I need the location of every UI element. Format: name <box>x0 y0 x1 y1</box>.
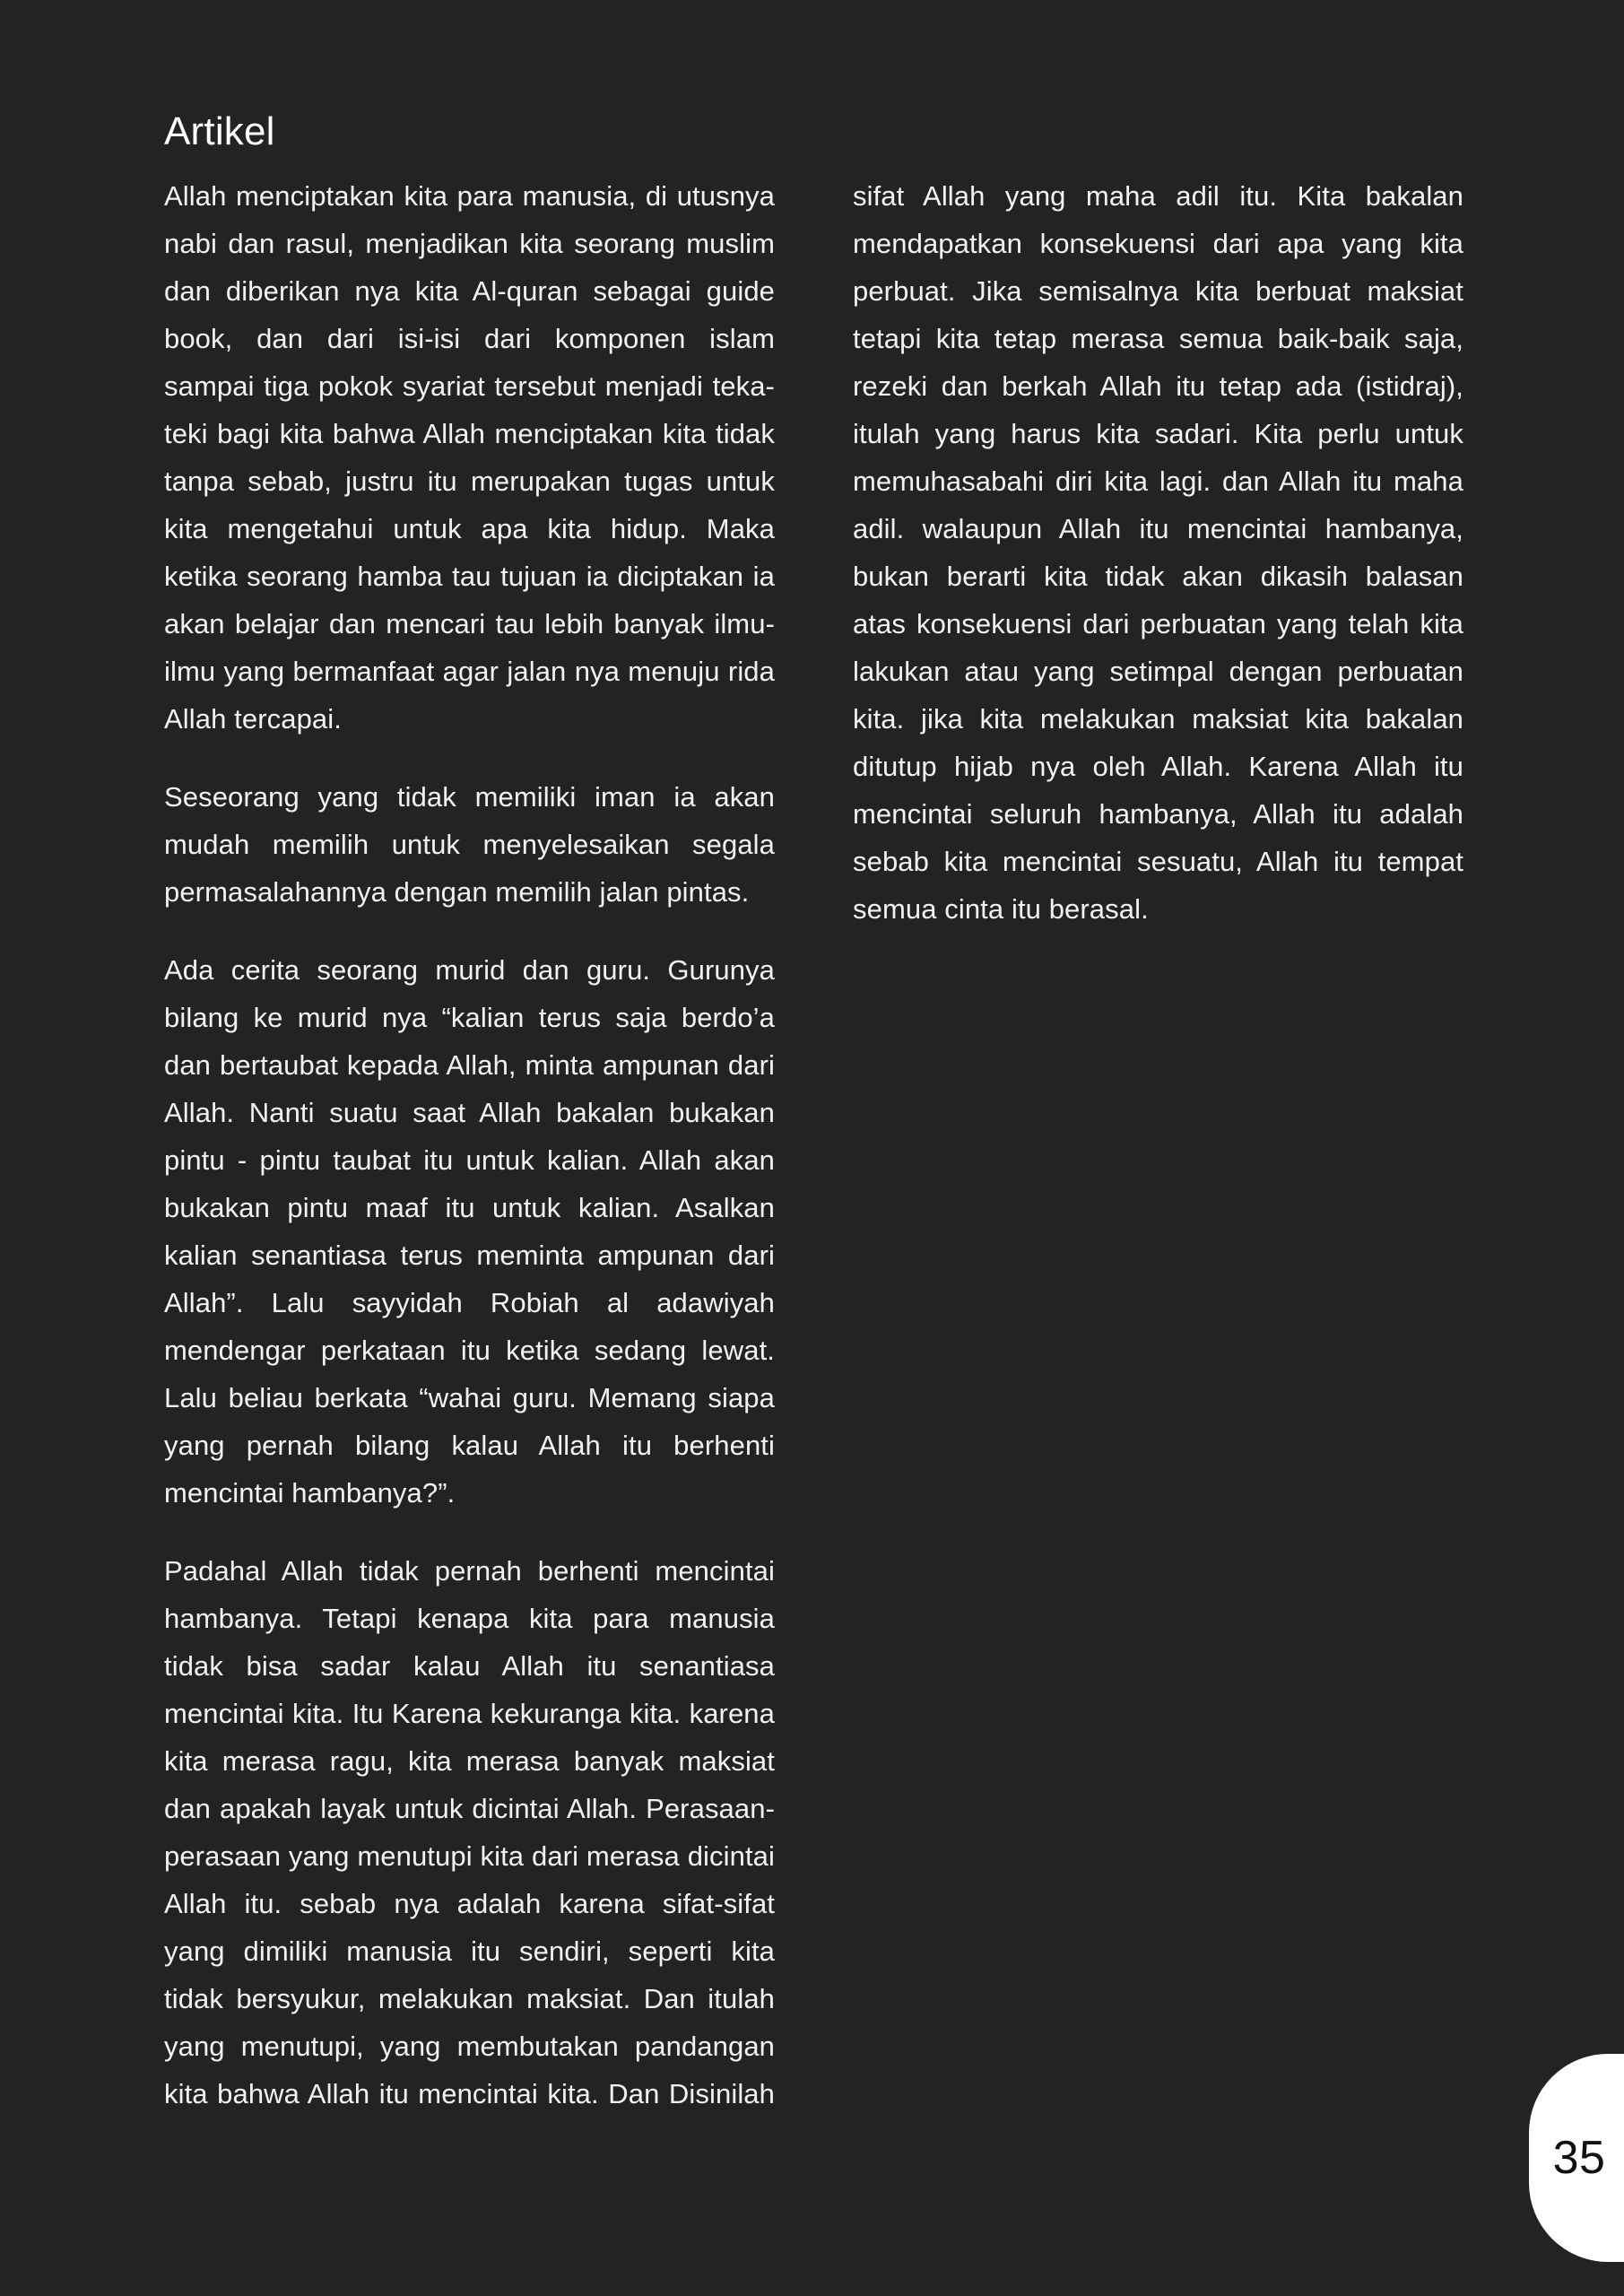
article-paragraph: Ada cerita seorang murid dan guru. Gurunya bilang ke murid nya “kalian terus saja berdo’a dan bertaubat kepada Allah, minta ampunan dari Allah. Nanti suatu saat Allah bakalan bukakan pintu - pintu taubat itu untuk kalian. Allah akan bukakan pintu maaf itu untuk kalian. Asalkan kalian senantiasa terus meminta ampunan dari Allah”. Lalu sayyidah Robiah al adawiyah mendengar perkataan itu ketika sedang lewat. Lalu beliau berkata “wahai guru. Memang siapa yang pernah bilang kalau Allah itu berhenti mencintai hambanya?”. <box>164 954 775 1509</box>
page-title: Artikel <box>164 109 275 153</box>
article-columns <box>164 172 1463 2127</box>
article-paragraph: Allah menciptakan kita para manusia, di utusnya nabi dan rasul, menjadikan kita seorang muslim dan diberikan nya kita Al-quran sebagai guide book, dan dari isi-isi dari komponen islam sampai tiga pokok syariat tersebut menjadi teka-teki bagi kita bahwa Allah menciptakan kita tidak tanpa sebab, justru itu merupakan tugas untuk kita mengetahui untuk apa kita hidup. Maka ketika seorang hamba tau tujuan ia diciptakan ia akan belajar dan mencari tau lebih banyak ilmu-ilmu yang bermanfaat agar jalan nya menuju rida Allah tercapai. <box>164 180 775 735</box>
article-paragraph: Padahal Allah tidak pernah berhenti mencintai hambanya. Tetapi kenapa kita para manusia tidak bisa sadar kalau Allah itu senantiasa mencintai kita. Itu Karena kekuranga kita. karena kita merasa ragu, kita merasa banyak maksiat dan apakah layak untuk dicintai Allah. Perasaan-perasaan yang menutupi kita dari merasa dicintai Allah itu. sebab nya adalah karena sifat-sifat yang dimiliki manusia itu sendiri, seperti kita tidak bersyukur, melakukan maksiat. Dan itulah yang menutupi, yang membutakan pandangan kita bahwa Allah itu mencintai kita. Dan Disinilah sifat Allah yang maha adil itu. Kita bakalan mendapatkan konsekuensi dari apa yang kita perbuat. Jika semisalnya kita berbuat maksiat tetapi kita tetap merasa semua baik-baik saja, rezeki dan berkah Allah itu tetap ada (istidraj), itulah yang harus kita sadari. Kita perlu untuk memuhasabahi diri kita lagi. dan Allah itu maha adil. walaupun Allah itu mencintai hambanya, bukan berarti kita tidak akan dikasih balasan atas konsekuensi dari perbuatan yang telah kita lakukan atau yang setimpal dengan perbuatan kita. jika kita melakukan maksiat kita bakalan ditutup hijab nya oleh Allah. Karena Allah itu mencintai seluruh hambanya, Allah itu adalah sebab kita mencintai sesuatu, Allah itu tempat semua cinta itu berasal. <box>164 180 1463 2109</box>
article-content <box>164 106 1463 2127</box>
page-number: 35 <box>1552 2132 1606 2184</box>
article-paragraph: Seseorang yang tidak memiliki iman ia akan mudah memilih untuk menyelesaikan segala permasalahannya dengan memilih jalan pintas. <box>164 781 775 908</box>
page-number-badge <box>1529 2054 1624 2262</box>
